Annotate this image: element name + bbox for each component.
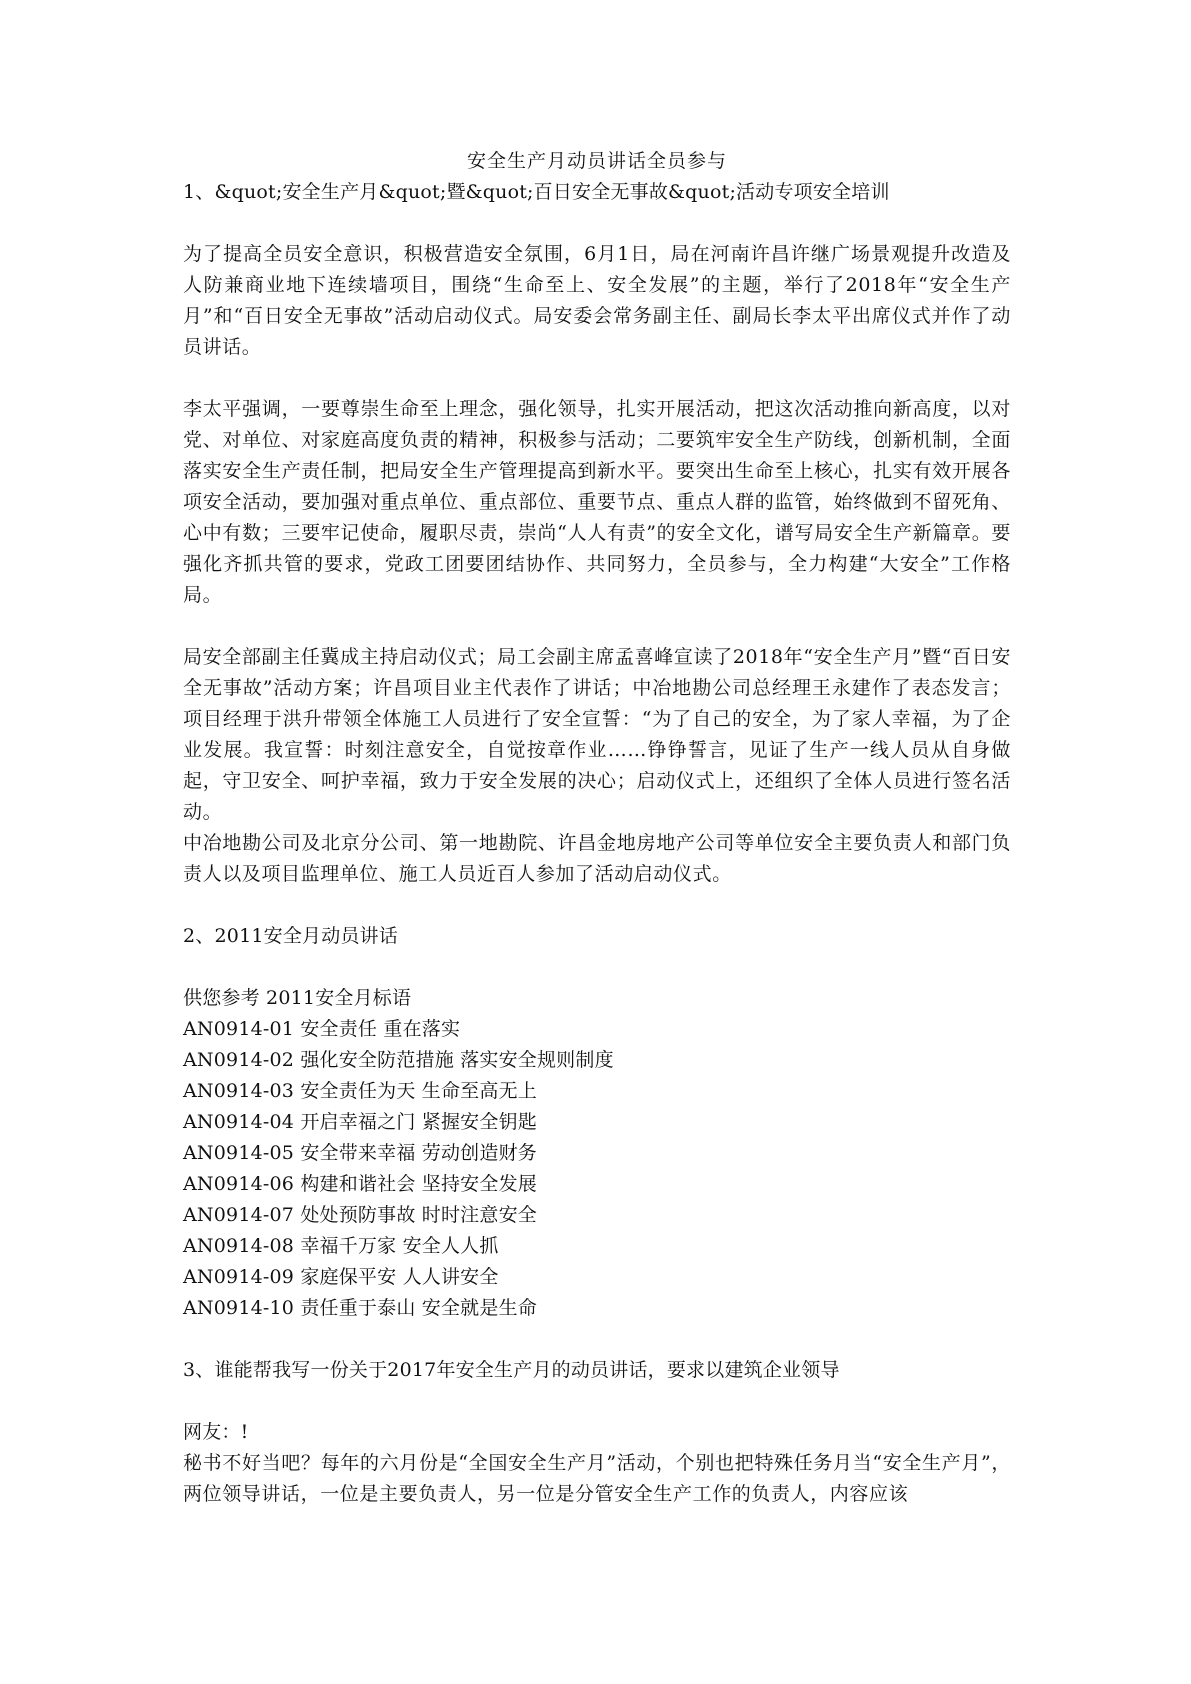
section-1-paragraph-1: 为了提高全员安全意识，积极营造安全氛围，6月1日，局在河南许昌许继广场景观提升改造及人防兼商业地下连续墙项目，围绕“生命至上、安全发展”的主题，举行了2018年“安全生产月”和“百日安全无事故”活动启动仪式。局安委会常务副主任、副局长李太平出席仪式并作了动员讲话。: [183, 243, 1011, 358]
spacer: [183, 363, 1011, 394]
section-2-heading: 2、2011安全月动员讲话: [183, 925, 399, 947]
slogan-item: AN0914-03 安全责任为天 生命至高无上: [183, 1080, 537, 1102]
slogan-item: AN0914-07 处处预防事故 时时注意安全: [183, 1204, 537, 1226]
slogan-list: [183, 1014, 1011, 1324]
spacer: [183, 890, 1011, 921]
slogan-item: AN0914-08 幸福千万家 安全人人抓: [183, 1235, 499, 1257]
reply-paragraph: 秘书不好当吧？每年的六月份是“全国安全生产月”活动，个别也把特殊任务月当“安全生产月”，两位领导讲话，一位是主要负责人，另一位是分管安全生产工作的负责人，内容应该: [183, 1452, 1011, 1505]
spacer: [183, 611, 1011, 642]
spacer: [183, 208, 1011, 239]
document-body: [183, 146, 1011, 1510]
spacer: [183, 952, 1011, 983]
spacer: [183, 1386, 1011, 1417]
spacer: [183, 1324, 1011, 1355]
slogan-item: AN0914-01 安全责任 重在落实: [183, 1018, 461, 1040]
section-1-paragraph-3: 局安全部副主任冀成主持启动仪式；局工会副主席孟喜峰宣读了2018年“安全生产月”暨“百日安全无事故”活动方案；许昌项目业主代表作了讲话；中冶地勘公司总经理王永建作了表态发言；项目经理于洪升带领全体施工人员进行了安全宣誓：“为了自己的安全，为了家人幸福，为了企业发展。我宣誓：时刻注意安全，自觉按章作业……铮铮誓言，见证了生产一线人员从自身做起，守卫安全、呵护幸福，致力于安全发展的决心；启动仪式上，还组织了全体人员进行签名活动。: [183, 646, 1011, 823]
slogan-item: AN0914-06 构建和谐社会 坚持安全发展: [183, 1173, 537, 1195]
slogan-item: AN0914-05 安全带来幸福 劳动创造财务: [183, 1142, 537, 1164]
section-2-intro: 供您参考 2011安全月标语: [183, 987, 412, 1009]
document-title: 安全生产月动员讲话全员参与: [466, 150, 727, 172]
section-3-heading: 3、谁能帮我写一份关于2017年安全生产月的动员讲话，要求以建筑企业领导: [183, 1359, 840, 1381]
section-1-heading: 1、&quot;安全生产月&quot;暨&quot;百日安全无事故&quot;活动专项安全培训: [183, 181, 890, 203]
slogan-item: AN0914-10 责任重于泰山 安全就是生命: [183, 1297, 537, 1319]
reply-label: 网友：!: [183, 1421, 249, 1443]
section-1-paragraph-4: 中冶地勘公司及北京分公司、第一地勘院、许昌金地房地产公司等单位安全主要负责人和部门负责人以及项目监理单位、施工人员近百人参加了活动启动仪式。: [183, 832, 1011, 885]
slogan-item: AN0914-04 开启幸福之门 紧握安全钥匙: [183, 1111, 537, 1133]
slogan-item: AN0914-09 家庭保平安 人人讲安全: [183, 1266, 499, 1288]
slogan-item: AN0914-02 强化安全防范措施 落实安全规则制度: [183, 1049, 614, 1071]
section-1-paragraph-2: 李太平强调，一要尊崇生命至上理念，强化领导，扎实开展活动，把这次活动推向新高度，以对党、对单位、对家庭高度负责的精神，积极参与活动；二要筑牢安全生产防线，创新机制，全面落实安全生产责任制，把局安全生产管理提高到新水平。要突出生命至上核心，扎实有效开展各项安全活动，要加强对重点单位、重点部位、重要节点、重点人群的监管，始终做到不留死角、心中有数；三要牢记使命，履职尽责，崇尚“人人有责”的安全文化，谱写局安全生产新篇章。要强化齐抓共管的要求，党政工团要团结协作、共同努力，全员参与，全力构建“大安全”工作格局。: [183, 398, 1011, 606]
